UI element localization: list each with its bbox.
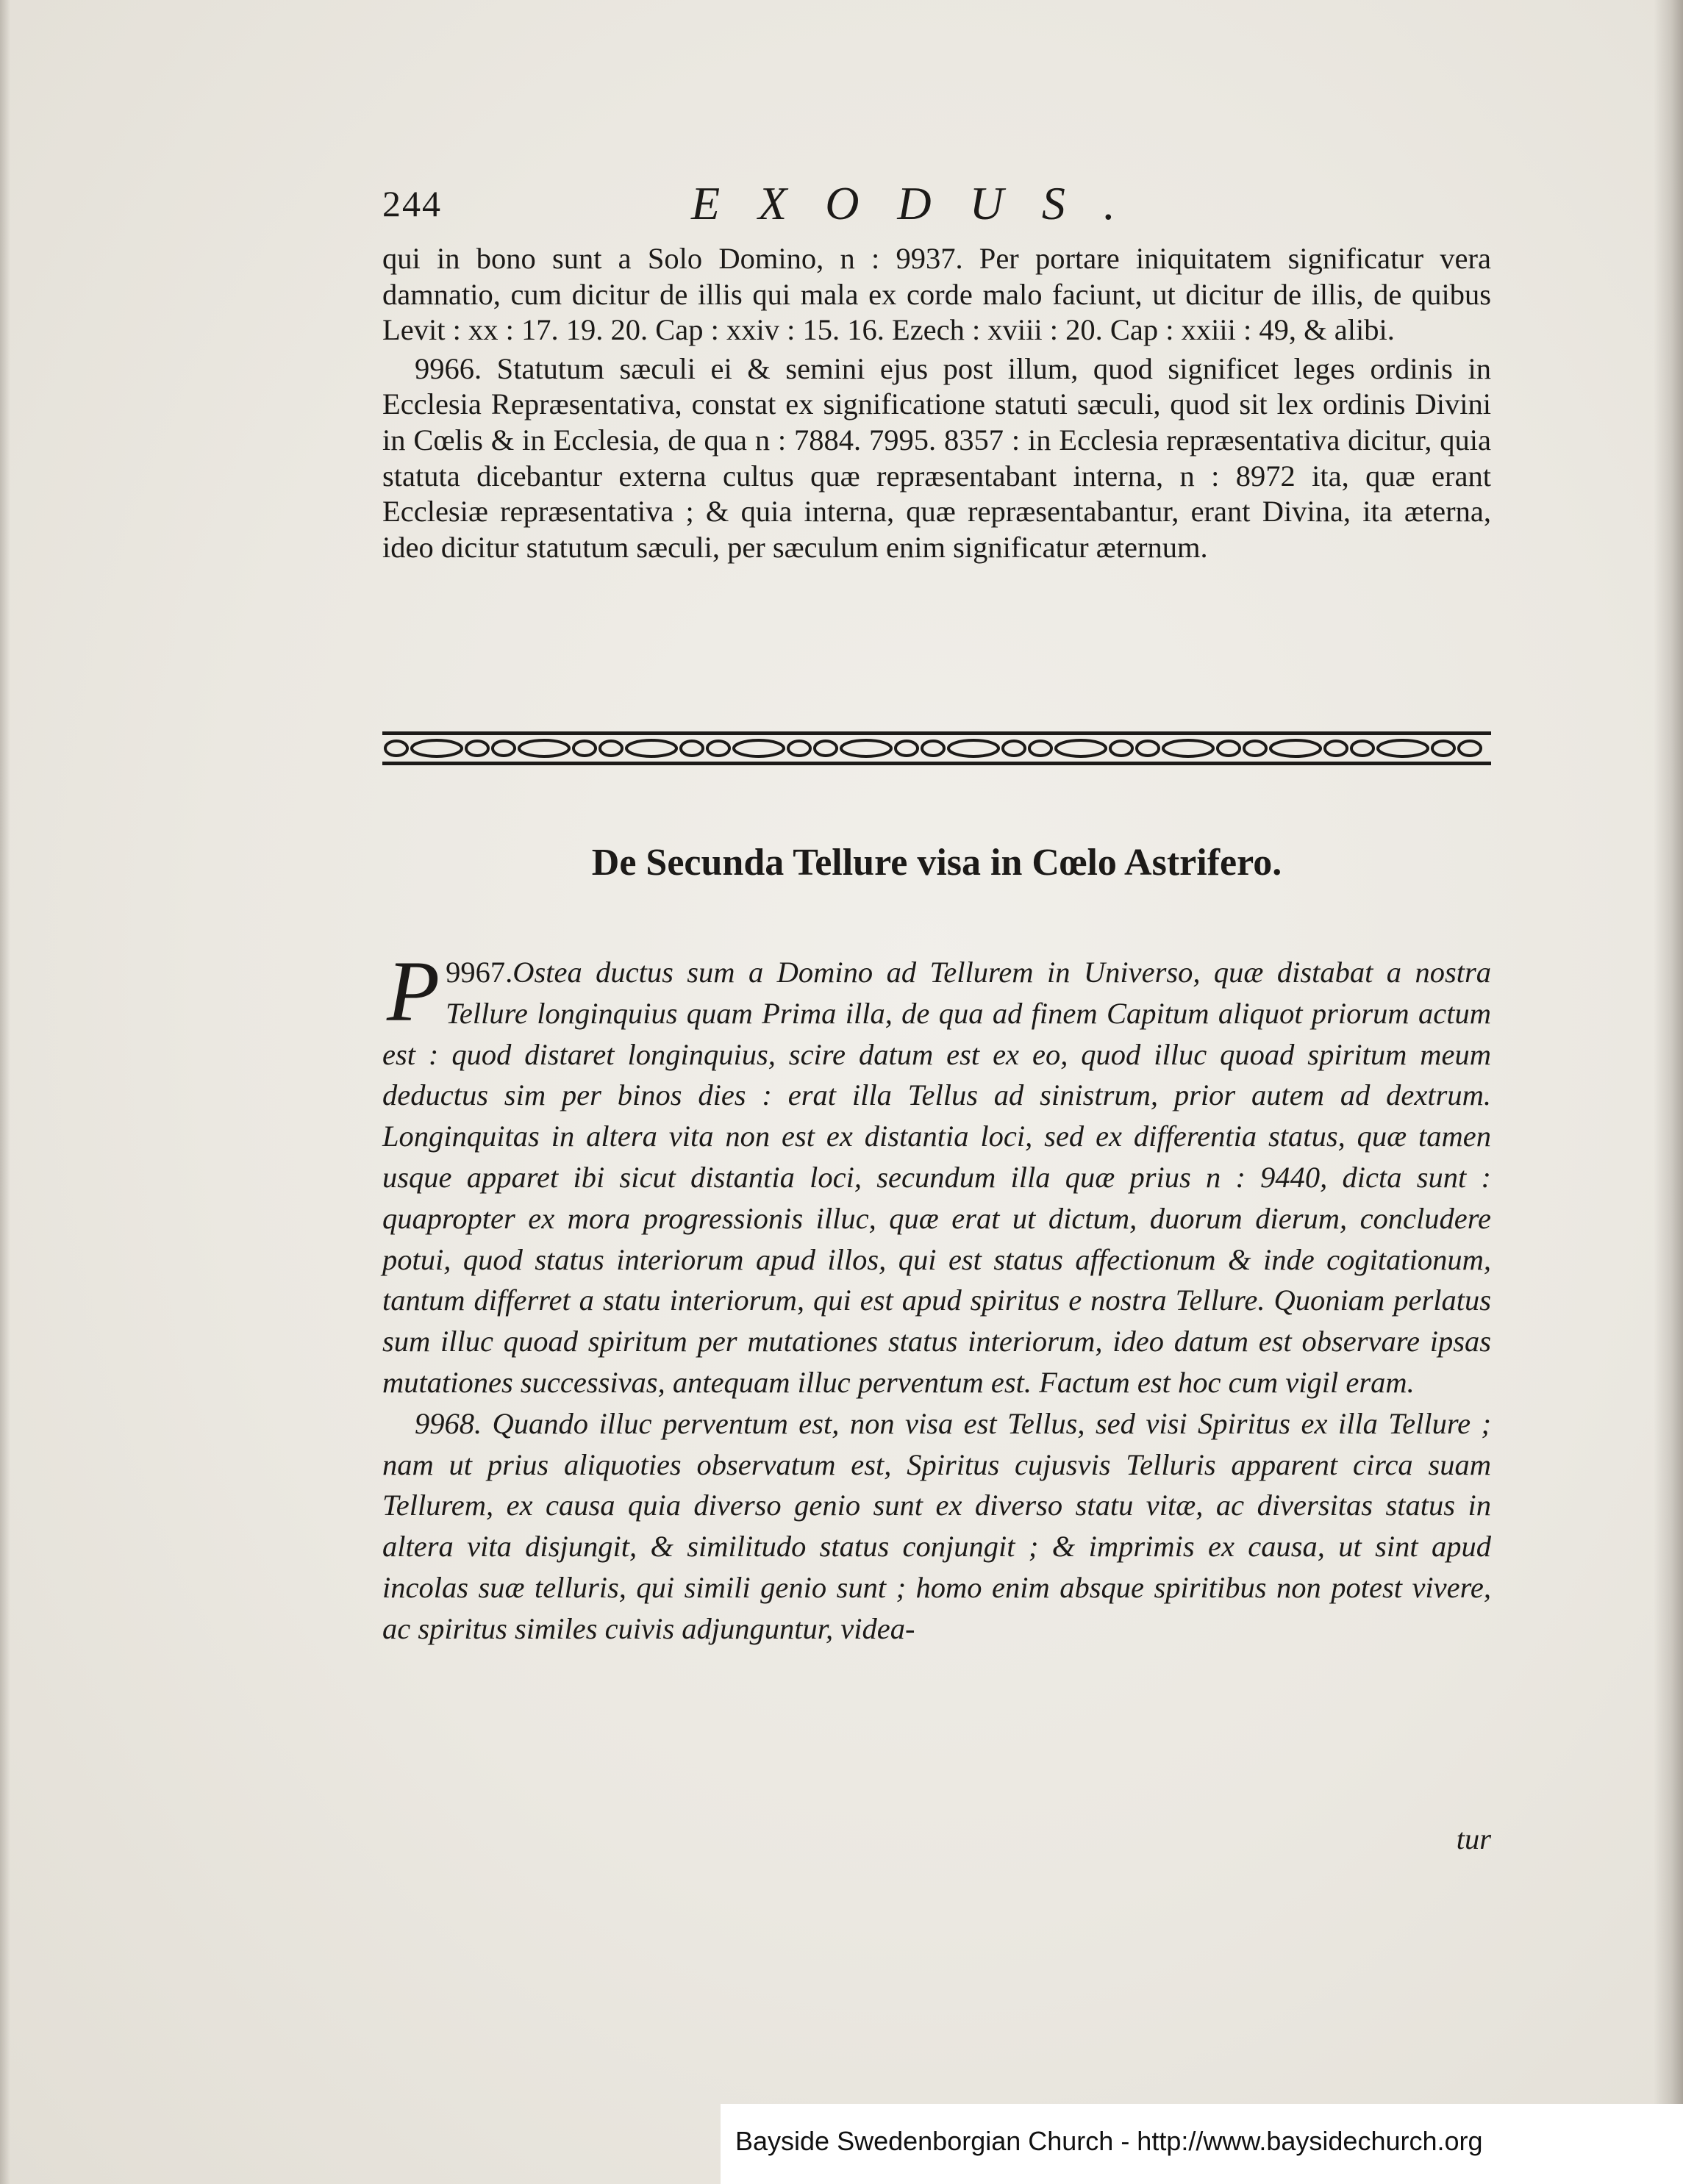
paragraph-number: 9967. xyxy=(446,956,513,989)
ornament-oval xyxy=(1271,740,1321,756)
main-text-block xyxy=(382,943,1491,1650)
section-heading: De Secunda Tellure visa in Cœlo Astrifero. xyxy=(591,842,1282,884)
ornament-oval xyxy=(1056,740,1106,756)
ornament-oval xyxy=(385,741,407,756)
ornament-oval xyxy=(922,741,944,756)
paragraph-9967-text: Ostea ductus sum a Domino ad Tellurem in Universo, quæ distabat a nostra Tellure longinquius quam Prima illa, de qua ad finem Capitum aliquot priorum actum est : quod distaret longinquius, scire datum est ex eo, quod illuc quoad spiritum meum deductus sim per binos dies : erat illa Tellus ad sinistrum, prior autem ad dextrum. Longinquitas in altera vita non est ex distantia loci, sed ex differentia status, quæ tamen usque apparet ibi sicut distantia loci, secundum illa quæ prius n : 9440, dicta sunt : quapropter ex mora progressionis illuc, quæ erat ut dictum, duorum dierum, concludere potui, quod status interiorum apud illos, qui est status affectionum & inde cogitationum, tantum differret a statu interiorum, qui est apud spiritus e nostra Tellure. Quoniam perlatus sum illuc quoad spiritum per mutationes status interiorum, ideo datum est observare ipsas mutationes successivas, antequam illuc perventum est. Factum est hoc cum vigil eram. xyxy=(382,956,1491,1399)
ornament-oval xyxy=(681,741,703,756)
ornament-oval xyxy=(1137,741,1159,756)
ornament-oval xyxy=(1163,740,1213,756)
ornament-oval xyxy=(519,740,569,756)
ornament-oval xyxy=(815,741,837,756)
ornament-oval xyxy=(493,741,515,756)
ornament-oval xyxy=(466,741,488,756)
drop-cap-letter: P xyxy=(387,943,440,1039)
ornament-oval xyxy=(896,741,918,756)
ornament-oval xyxy=(1378,740,1428,756)
ornament-oval xyxy=(600,741,622,756)
paragraph-continuation: qui in bono sunt a Solo Domino, n : 9937. Per portare iniquitatem significatur vera damnatio, cum dicitur de illis qui mala ex corde malo faciunt, ut dicitur de illis, de quibus Levit : xx : 17. 19. 20. Cap : xxiv : 15. 16. Ezech : xviii : 20. Cap : xxiii : 49, & alibi. xyxy=(382,242,1491,347)
ornament-oval xyxy=(1029,741,1051,756)
watermark-banner xyxy=(721,2104,1683,2184)
ornament-oval xyxy=(841,740,891,756)
ornament-oval xyxy=(1325,741,1347,756)
ornament-oval xyxy=(626,740,676,756)
page-left-edge-shadow xyxy=(0,0,10,2184)
ornament-oval xyxy=(1432,741,1454,756)
paragraph-9967 xyxy=(382,943,1491,1403)
top-text-block xyxy=(382,241,1491,565)
page-gutter-shadow xyxy=(1654,0,1683,2184)
ornament-oval xyxy=(734,740,784,756)
ornament-oval xyxy=(412,740,462,756)
page-number: 244 xyxy=(382,183,442,224)
ornament-oval xyxy=(1110,741,1132,756)
ornament-oval xyxy=(1003,741,1025,756)
paragraph-9968: 9968. Quando illuc perventum est, non visa est Tellus, sed visi Spiritus ex illa Tellure ; nam ut prius aliquoties observatum est, Spiritus cujusvis Telluris apparent circa suam Tellurem, ex causa quia diverso genio sunt ex diverso statu vitæ, ac diversitas status in altera vita disjungit, & similitudo status conjungit ; & imprimis ex causa, ut sint apud incolas suæ telluris, qui simili genio sunt ; homo enim absque spiritibus non potest vivere, ac spiritus similes cuivis adjunguntur, videa- xyxy=(382,1406,1491,1645)
paragraph-9966: 9966. Statutum sæculi ei & semini ejus post illum, quod significet leges ordinis in Ecclesia Repræsentativa, constat ex significatione statuti sæculi, quod sit lex ordinis Divini in Cœlis & in Ecclesia, de qua n : 7884. 7995. 8357 : in Ecclesia repræsentativa dicitur, quia statuta dicebantur externa cultus quæ repræsentabant interna, n : 8972 ita, quæ erant Ecclesiæ repræsentativa ; & quia interna, quæ repræsentabantur, erant Divina, ita æterna, ideo dicitur statutum sæculi, per sæculum enim significatur æternum. xyxy=(382,351,1491,564)
running-header xyxy=(382,176,1551,235)
ornamental-divider xyxy=(382,731,1491,765)
ornament-oval xyxy=(707,741,729,756)
watermark-text: Bayside Swedenborgian Church - http://www.baysidechurch.org xyxy=(735,2126,1483,2156)
ornament-oval xyxy=(1459,741,1481,756)
ornament-oval xyxy=(1244,741,1266,756)
ornament-oval xyxy=(948,740,998,756)
ornament-border-graphic xyxy=(382,731,1491,765)
ornament-oval xyxy=(1218,741,1240,756)
running-title: EXODUS. xyxy=(691,177,1154,229)
ornament-oval xyxy=(573,741,596,756)
ornament-oval xyxy=(788,741,810,756)
ornament-oval xyxy=(1351,741,1373,756)
catchword: tur xyxy=(1456,1822,1491,1855)
